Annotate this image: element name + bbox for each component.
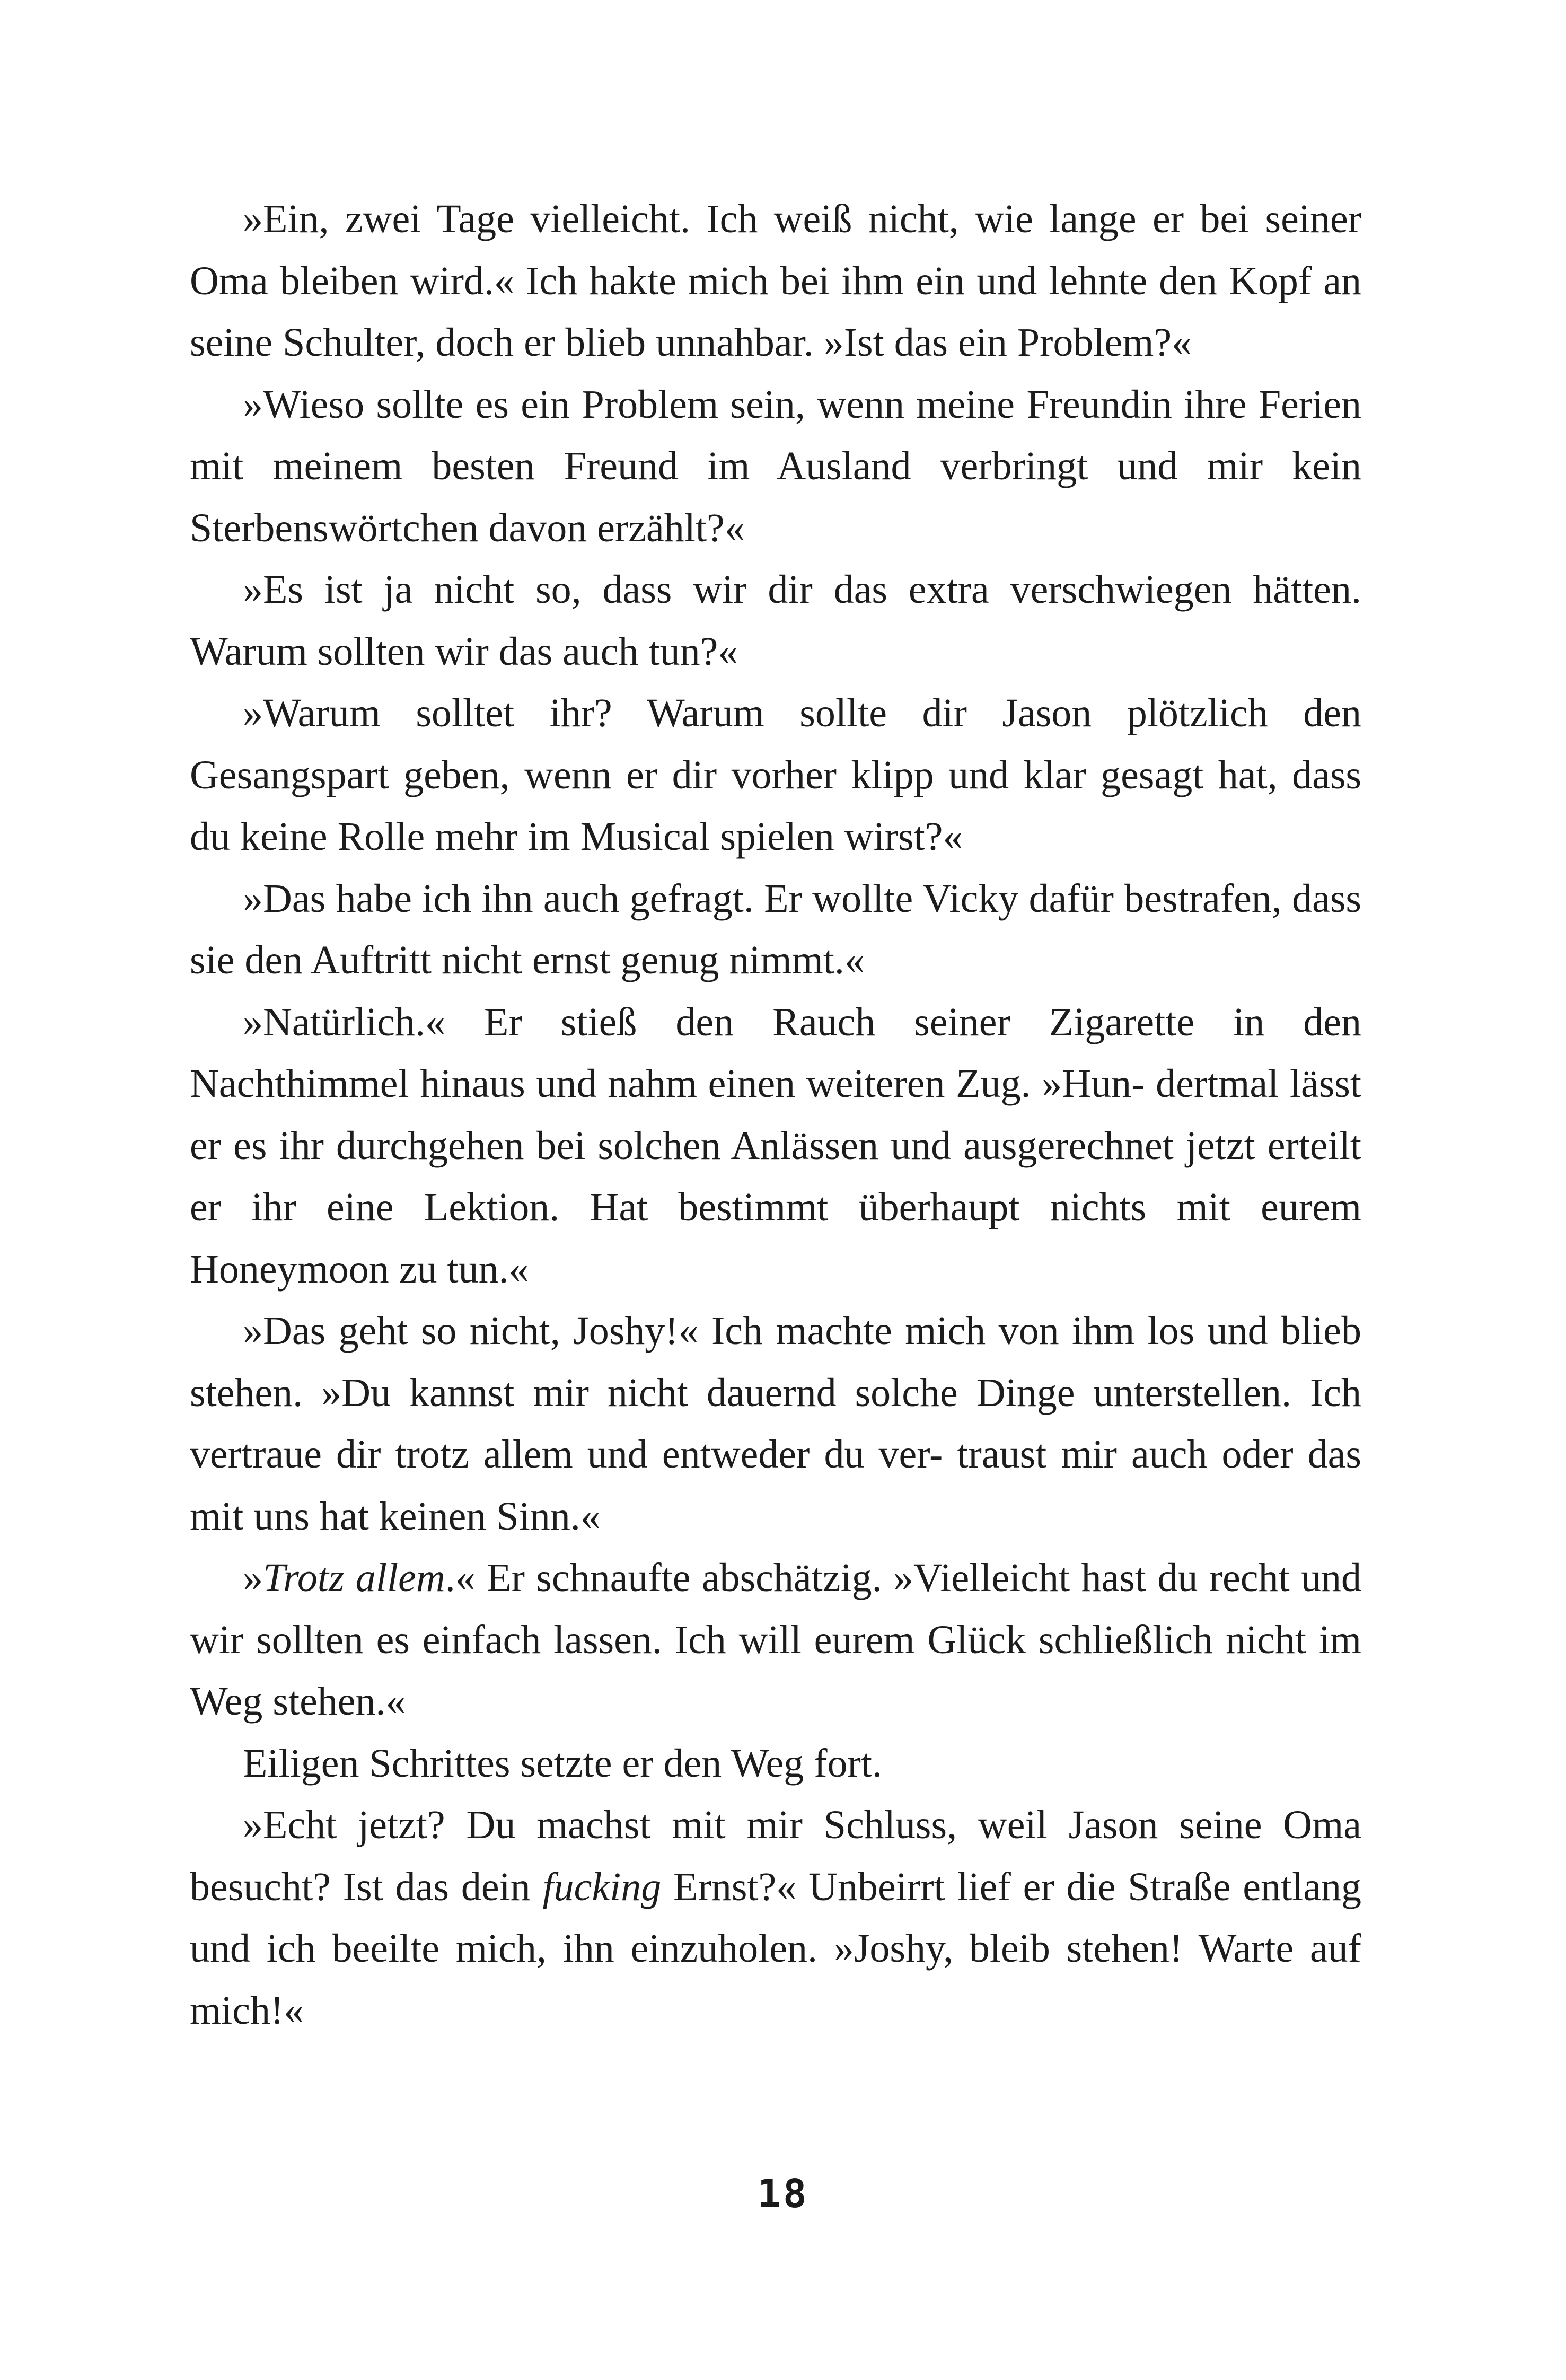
paragraph-text: Ernst?« Unbeirrt lief er die Straße entlang und ich beeilte mich, ihn einzuholen. »Joshy, bleib stehen! Warte auf mich!« — [190, 1864, 1361, 2033]
paragraph-5 — [190, 868, 1361, 991]
paragraph-text: »Es ist ja nicht so, dass wir dir das extra verschwiegen hätten. Warum sollten wir das auch tun?« — [190, 567, 1361, 674]
paragraph-10 — [190, 1794, 1361, 2041]
paragraph-1 — [190, 188, 1361, 374]
paragraph-3 — [190, 559, 1361, 682]
paragraph-8 — [190, 1547, 1361, 1733]
page-body — [190, 188, 1361, 2041]
paragraph-text: » — [243, 1556, 263, 1600]
paragraph-2 — [190, 374, 1361, 559]
paragraph-text: »Warum solltet ihr? Warum sollte dir Jason plötzlich den Gesangspart geben, wenn er dir vorher klipp und klar gesagt hat, dass du keine Rolle mehr im Musical spielen wirst?« — [190, 691, 1361, 859]
paragraph-4 — [190, 682, 1361, 868]
paragraph-text: .« Er schnaufte abschätzig. »Vielleicht hast du recht und wir sollten es einfach lassen. Ich will eurem Glück schließlich nicht im Weg stehen.« — [190, 1556, 1361, 1724]
paragraph-text: »Das habe ich ihn auch gefragt. Er wollte Vicky dafür bestrafen, dass sie den Auftritt nicht ernst genug nimmt.« — [190, 876, 1361, 982]
paragraph-text: »Ein, zwei Tage vielleicht. Ich weiß nicht, wie lange er bei seiner Oma bleiben wird.« Ich hakte mich bei ihm ein und lehnte den Kopf an seine Schulter, doch er blieb unnahbar. »Ist das ein Problem?« — [190, 197, 1361, 365]
italic-phrase: Trotz allem — [263, 1556, 445, 1600]
paragraph-7 — [190, 1300, 1361, 1547]
paragraph-text: Eiligen Schrittes setzte er den Weg fort. — [243, 1741, 882, 1786]
paragraph-text: »Wieso sollte es ein Problem sein, wenn meine Freundin ihre Ferien mit meinem besten Freund im Ausland verbringt und mir kein Sterbenswörtchen davon erzählt?« — [190, 382, 1361, 550]
paragraph-text: »Das geht so nicht, Joshy!« Ich machte mich von ihm los und blieb stehen. »Du kannst mir nicht dauernd solche Dinge unterstellen. Ich vertraue dir trotz allem und entweder du ver- traust mir auch oder das mit uns hat keinen Sinn.« — [190, 1308, 1361, 1539]
italic-phrase: fucking — [542, 1864, 662, 1909]
page-number: 18 — [757, 2171, 809, 2217]
paragraph-6 — [190, 991, 1361, 1301]
paragraph-9 — [190, 1733, 1361, 1795]
paragraph-text: »Echt jetzt? Du machst mit mir Schluss, weil Jason seine Oma besucht? Ist das dein — [190, 1803, 1361, 1909]
paragraph-text: »Natürlich.« Er stieß den Rauch seiner Zigarette in den Nachthimmel hinaus und nahm einen weiteren Zug. »Hun- dertmal lässt er es ihr durchgehen bei solchen Anlässen und ausgerechnet jetzt erteilt er ihr eine Lektion. Hat bestimmt überhaupt nichts mit eurem Honeymoon zu tun.« — [190, 999, 1361, 1292]
